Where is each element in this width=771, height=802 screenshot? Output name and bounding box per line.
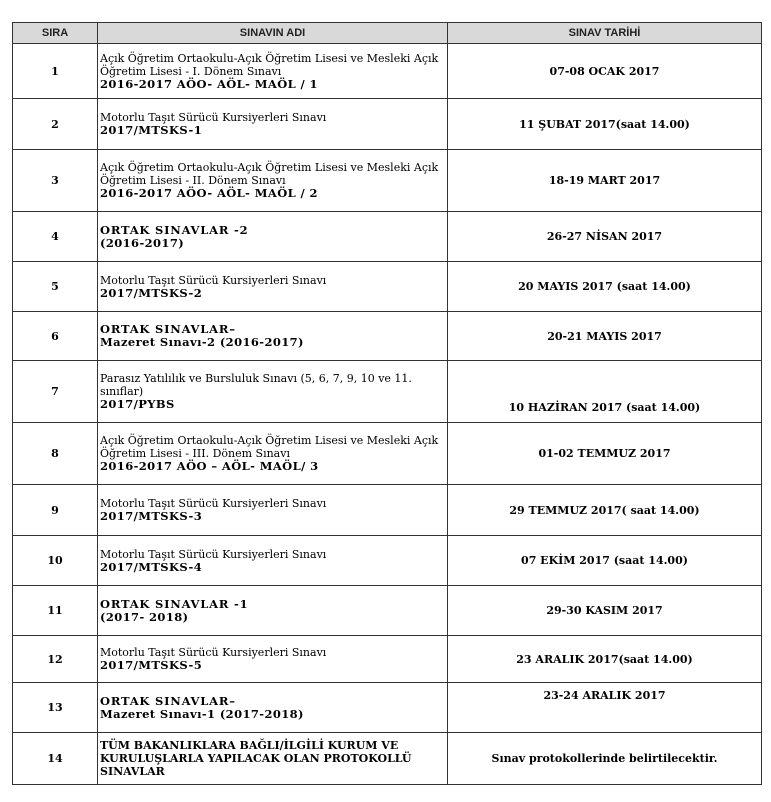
row-number: 9 <box>13 485 98 536</box>
exam-date: 07-08 OCAK 2017 <box>448 44 762 99</box>
exam-period: Mazeret Sınavı-1 (2017-2018) <box>100 706 304 721</box>
row-number: 7 <box>13 361 98 423</box>
exam-name <box>98 636 448 683</box>
header-date: SINAV TARİHİ <box>448 23 762 44</box>
row-number: 2 <box>13 99 98 150</box>
row-number: 4 <box>13 212 98 262</box>
header-sira: SIRA <box>13 23 98 44</box>
exam-date: 10 HAZİRAN 2017 (saat 14.00) <box>448 361 762 423</box>
row-number: 5 <box>13 262 98 312</box>
exam-name <box>98 485 448 536</box>
exam-description: Motorlu Taşıt Sürücü Kursiyerleri Sınavı <box>100 111 327 124</box>
exam-description: Açık Öğretim Ortaokulu-Açık Öğretim Lisesi ve Mesleki Açık Öğretim Lisesi - II. Dönem Sınavı <box>100 161 439 187</box>
exam-name <box>98 212 448 262</box>
header-name: SINAVIN ADI <box>98 23 448 44</box>
table-row <box>13 361 762 423</box>
exam-code: 2017/MTSKS-3 <box>100 509 203 523</box>
exam-title: ORTAK SINAVLAR -1 <box>100 596 249 611</box>
exam-code: 2017/MTSKS-1 <box>100 123 203 137</box>
exam-code: 2016-2017 AÖO- AÖL- MAÖL / 2 <box>100 186 318 200</box>
exam-code: 2017/MTSKS-5 <box>100 658 203 672</box>
exam-name <box>98 536 448 586</box>
row-number: 10 <box>13 536 98 586</box>
exam-date: 23 ARALIK 2017(saat 14.00) <box>448 636 762 683</box>
exam-title: ORTAK SINAVLAR– <box>100 693 236 708</box>
exam-date: 01-02 TEMMUZ 2017 <box>448 423 762 485</box>
row-number: 1 <box>13 44 98 99</box>
table-row <box>13 536 762 586</box>
row-number: 6 <box>13 312 98 361</box>
table-row <box>13 99 762 150</box>
exam-title: ORTAK SINAVLAR -2 <box>100 222 249 237</box>
row-number: 13 <box>13 683 98 733</box>
table-row <box>13 423 762 485</box>
exam-title: ORTAK SINAVLAR– <box>100 322 236 336</box>
exam-date: 29-30 KASIM 2017 <box>448 586 762 636</box>
row-number: 8 <box>13 423 98 485</box>
table-row <box>13 312 762 361</box>
exam-code: 2017/MTSKS-2 <box>100 285 203 300</box>
exam-description: Açık Öğretim Ortaokulu-Açık Öğretim Lisesi ve Mesleki Açık Öğretim Lisesi - III. Dönem Sınavı <box>100 434 439 460</box>
exam-name <box>98 312 448 361</box>
exam-name <box>98 586 448 636</box>
row-number: 11 <box>13 586 98 636</box>
exam-name <box>98 733 448 785</box>
exam-description: Motorlu Taşıt Sürücü Kursiyerleri Sınavı <box>100 273 327 287</box>
table-row <box>13 586 762 636</box>
exam-description: Motorlu Taşıt Sürücü Kursiyerleri Sınavı <box>100 547 327 561</box>
exam-code: 2016-2017 AÖO- AÖL- MAÖL / 1 <box>100 76 318 91</box>
exam-name <box>98 683 448 733</box>
table-row <box>13 262 762 312</box>
exam-period: (2017- 2018) <box>100 609 189 624</box>
exam-date: 23-24 ARALIK 2017 <box>448 683 762 733</box>
exam-name <box>98 99 448 150</box>
exam-date: 29 TEMMUZ 2017( saat 14.00) <box>448 485 762 536</box>
exam-description: Motorlu Taşıt Sürücü Kursiyerleri Sınavı <box>100 646 327 659</box>
exam-name <box>98 262 448 312</box>
table-row <box>13 636 762 683</box>
exam-date: 26-27 NİSAN 2017 <box>448 212 762 262</box>
table-row <box>13 683 762 733</box>
exam-date: 20 MAYIS 2017 (saat 14.00) <box>448 262 762 312</box>
exam-name <box>98 361 448 423</box>
exam-date: 07 EKİM 2017 (saat 14.00) <box>448 536 762 586</box>
exam-name <box>98 150 448 212</box>
exam-code: 2016-2017 AÖO – AÖL- MAÖL/ 3 <box>100 459 319 473</box>
exam-description: Açık Öğretim Ortaokulu-Açık Öğretim Lisesi ve Mesleki Açık Öğretim Lisesi - I. Dönem Sınavı <box>100 51 439 78</box>
table-row <box>13 150 762 212</box>
exam-code: 2017/PYBS <box>100 397 175 411</box>
exam-date: 18-19 MART 2017 <box>448 150 762 212</box>
exam-code: 2017/MTSKS-4 <box>100 559 203 574</box>
exam-title: TÜM BAKANLIKLARA BAĞLI/İLGİLİ KURUM VE KURULUŞLARLA YAPILACAK OLAN PROTOKOLLÜ SINAVLAR <box>100 739 412 778</box>
row-number: 12 <box>13 636 98 683</box>
exam-description: Motorlu Taşıt Sürücü Kursiyerleri Sınavı <box>100 497 327 510</box>
exam-date: 11 ŞUBAT 2017(saat 14.00) <box>448 99 762 150</box>
exam-date: Sınav protokollerinde belirtilecektir. <box>448 733 762 785</box>
exam-period: Mazeret Sınavı-2 (2016-2017) <box>100 335 304 349</box>
exam-schedule-table <box>12 22 762 785</box>
exam-period: (2016-2017) <box>100 235 185 250</box>
exam-description: Parasız Yatılılık ve Bursluluk Sınavı (5, 6, 7, 9, 10 ve 11. sınıflar) <box>100 372 412 398</box>
header-row <box>13 23 762 44</box>
table-row <box>13 212 762 262</box>
table-row <box>13 485 762 536</box>
exam-name <box>98 423 448 485</box>
exam-date: 20-21 MAYIS 2017 <box>448 312 762 361</box>
table-row <box>13 44 762 99</box>
row-number: 14 <box>13 733 98 785</box>
table-row <box>13 733 762 785</box>
row-number: 3 <box>13 150 98 212</box>
exam-name <box>98 44 448 99</box>
